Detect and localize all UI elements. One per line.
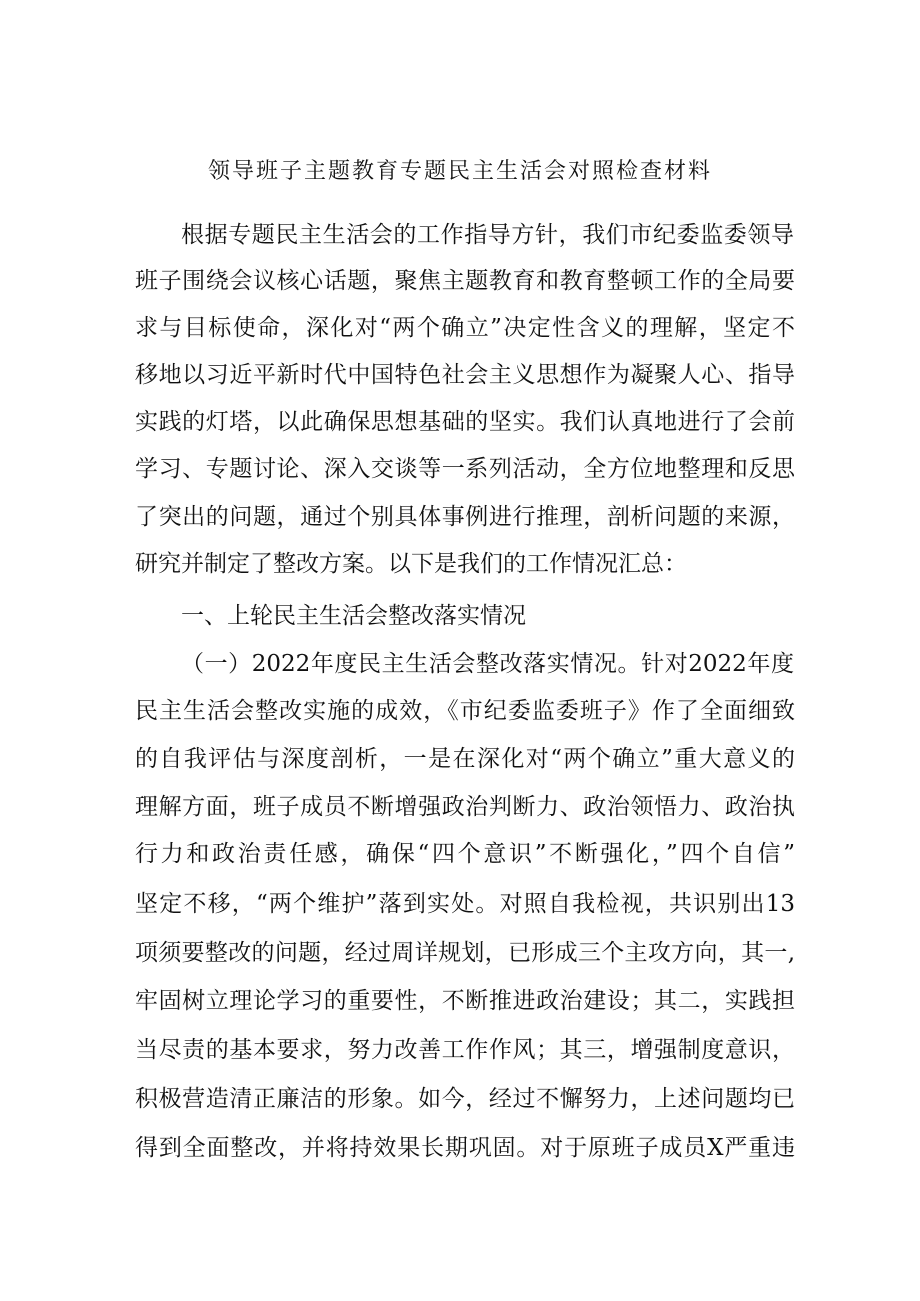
text-line: 理解方面，班子成员不断增强政治判断力、政治领悟力、政治执 — [135, 794, 795, 820]
text-line: 项须要整改的问题，经过周详规划，已形成三个主攻方向，其一, — [135, 940, 795, 966]
document-title: 领导班子主题教育专题民主生活会对照检查材料 — [207, 159, 712, 184]
text-line: 移地以习近平新时代中国特色社会主义思想作为凝聚人心、指导 — [135, 362, 795, 388]
text-line: 民主生活会整改实施的成效，《市纪委监委班子》作了全面细致 — [135, 698, 795, 724]
text-line: 牢固树立理论学习的重要性，不断推进政治建设；其二，实践担 — [135, 988, 795, 1014]
text-line: 得到全面整改，并将持效果长期巩固。对于原班子成员X严重违 — [135, 1135, 795, 1161]
text-line: 求与目标使命，深化对“两个确立”决定性含义的理解，坚定不 — [135, 315, 795, 341]
text-line: （一）2022年度民主生活会整改落实情况。针对2022年度 — [181, 651, 794, 677]
text-line: 的自我评估与深度剖析，一是在深化对“两个确立”重大意义的 — [135, 746, 795, 772]
text-line: 了突出的问题，通过个别具体事例进行推理，剖析问题的来源， — [135, 504, 795, 530]
text-line: 坚定不移，“两个维护”落到实处。对照自我检视，共识别出13 — [135, 891, 795, 917]
text-line: 学习、专题讨论、深入交谈等一系列活动，全方位地整理和反思 — [135, 456, 795, 482]
text-line: 班子围绕会议核心话题，聚焦主题教育和教育整顿工作的全局要 — [135, 268, 795, 294]
text-line: 积极营造清正廉洁的形象。如今，经过不懈努力，上述问题均已 — [135, 1086, 795, 1112]
text-line: 研究并制定了整改方案。以下是我们的工作情况汇总： — [135, 551, 687, 577]
text-line: 行力和政治责任感，确保“四个意识”不断强化，”四个自信” — [135, 841, 795, 867]
text-line: 实践的灯塔，以此确保思想基础的坚实。我们认真地进行了会前 — [135, 409, 795, 435]
section-heading: 一、上轮民主生活会整改落实情况 — [181, 603, 526, 629]
text-line: 根据专题民主生活会的工作指导方针，我们市纪委监委领导 — [181, 222, 794, 248]
text-line: 当尽责的基本要求，努力改善工作作风；其三，增强制度意识， — [135, 1037, 795, 1063]
